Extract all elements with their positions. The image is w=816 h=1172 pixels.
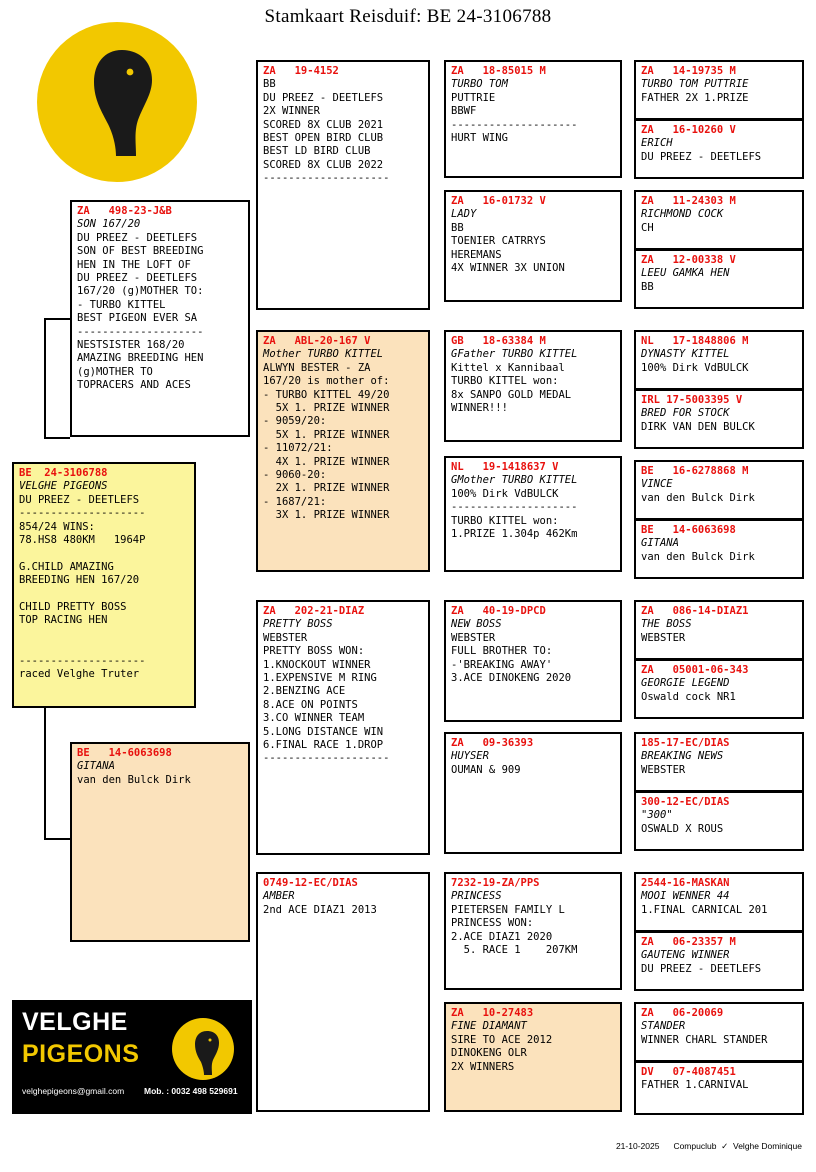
- card-dam2[interactable]: [70, 742, 250, 942]
- card-name: BRED FOR STOCK: [641, 407, 730, 420]
- card-line: DU PREEZ - DEETLEFS: [641, 962, 762, 975]
- card-line: WEBSTER: [641, 763, 686, 776]
- card-name: "300": [641, 809, 673, 822]
- card-line: 5X 1. PRIZE WINNER: [263, 428, 390, 441]
- card-line: BB: [641, 280, 654, 293]
- connector: [44, 318, 46, 438]
- card-id: 185-17-EC/DIAS: [641, 737, 730, 749]
- card-line: 2.ACE DIAZ1 2020: [451, 930, 553, 943]
- brand-email: velghepigeons@gmail.com: [22, 1086, 125, 1096]
- card-line: PRETTY BOSS WON:: [263, 645, 365, 658]
- card-line: HEREMANS: [451, 248, 502, 261]
- card-line: [19, 641, 189, 654]
- card-line: WEBSTER: [641, 631, 686, 644]
- card-b2[interactable]: [444, 600, 622, 722]
- card-ggp8[interactable]: [634, 519, 804, 579]
- card-line: TOP RACING HEN: [19, 614, 108, 627]
- card-line: - 1687/21:: [263, 495, 327, 508]
- card-name: GFather TURBO KITTEL: [451, 348, 578, 361]
- card-line: 167/20 (g)MOTHER TO:: [77, 285, 204, 298]
- card-line: SCORED 8X CLUB 2021: [263, 118, 384, 131]
- card-id: ZA 086-14-DIAZ1: [641, 605, 749, 617]
- card-line: 3.CO WINNER TEAM: [263, 712, 365, 725]
- card-b4[interactable]: [634, 659, 804, 719]
- card-line: --------------------: [263, 172, 390, 185]
- card-line: Oswald cock NR1: [641, 690, 736, 703]
- card-id: ZA 16-10260 V: [641, 124, 736, 136]
- footer: [607, 1131, 803, 1162]
- card-line: TURBO KITTEL won:: [451, 514, 559, 527]
- card-id: ZA 10-27483: [451, 1007, 534, 1019]
- brand-line2: PIGEONS: [22, 1040, 140, 1068]
- card-b6[interactable]: [634, 732, 804, 792]
- card-line: 5X 1. PRIZE WINNER: [263, 402, 390, 415]
- card-line: CHILD PRETTY BOSS: [19, 601, 127, 614]
- card-gp1[interactable]: [256, 60, 430, 310]
- card-line: [19, 588, 189, 601]
- card-line: - TURBO KITTEL: [77, 298, 166, 311]
- card-line: 2X WINNER: [263, 105, 320, 118]
- card-ggp1[interactable]: [634, 60, 804, 120]
- card-name: SON 167/20: [77, 218, 141, 231]
- card-name: BREAKING NEWS: [641, 750, 724, 763]
- card-ggp4[interactable]: [634, 249, 804, 309]
- card-line: 78.HS8 480KM 1964P: [19, 534, 146, 547]
- card-line: 1.PRIZE 1.304p 462Km: [451, 528, 578, 541]
- footer-date: 21-10-2025: [615, 1141, 660, 1151]
- card-id: ZA 40-19-DPCD: [451, 605, 546, 617]
- card-sire[interactable]: [70, 200, 250, 437]
- card-name: GMother TURBO KITTEL: [451, 474, 578, 487]
- card-name: GITANA: [77, 760, 115, 773]
- card-b5[interactable]: [444, 732, 622, 854]
- card-id: BE 16-6278868 M: [641, 465, 749, 477]
- card-name: NEW BOSS: [451, 618, 502, 631]
- card-name: FINE DIAMANT: [451, 1020, 527, 1033]
- card-name: MOOI WENNER 44: [641, 890, 730, 903]
- card-line: DINOKENG OLR: [451, 1047, 527, 1060]
- card-line: --------------------: [19, 654, 146, 667]
- card-id: BE 14-6063698: [77, 747, 172, 759]
- card-id: 300-12-EC/DIAS: [641, 796, 730, 808]
- connector: [44, 318, 70, 320]
- brand-mobile: Mob. : 0032 498 529691: [144, 1086, 238, 1096]
- card-line: 1.FINAL CARNICAL 201: [641, 903, 768, 916]
- card-line: BEST LD BIRD CLUB: [263, 145, 371, 158]
- card-line: PRINCESS WON:: [451, 917, 534, 930]
- card-dam[interactable]: [256, 330, 430, 572]
- card-name: VELGHE PIGEONS: [19, 480, 108, 493]
- card-name: PRETTY BOSS: [263, 618, 333, 631]
- card-b10[interactable]: [444, 1002, 622, 1112]
- card-id: NL 17-1848806 M: [641, 335, 749, 347]
- card-line: 5. RACE 1 207KM: [451, 944, 578, 957]
- card-line: 3.ACE DINOKENG 2020: [451, 672, 572, 685]
- pigeon-head-icon: [194, 1030, 220, 1076]
- card-line: FULL BROTHER TO:: [451, 645, 553, 658]
- card-line: 2X 1. PRIZE WINNER: [263, 482, 390, 495]
- card-id: ZA ABL-20-167 V: [263, 335, 371, 347]
- card-line: WINNER CHARL STANDER: [641, 1033, 768, 1046]
- card-name: LEEU GAMKA HEN: [641, 267, 730, 280]
- card-line: AMAZING BREEDING HEN: [77, 352, 204, 365]
- card-line: DU PREEZ - DEETLEFS: [77, 272, 198, 285]
- card-line: WEBSTER: [451, 631, 496, 644]
- card-line: van den Bulck Dirk: [641, 491, 755, 504]
- card-line: BB: [263, 78, 276, 91]
- card-line: 2X WINNERS: [451, 1060, 515, 1073]
- card-line: [19, 547, 189, 560]
- card-name: GEORGIE LEGEND: [641, 677, 730, 690]
- card-id: DV 07-4087451: [641, 1066, 736, 1078]
- card-line: --------------------: [77, 325, 204, 338]
- card-line: SIRE TO ACE 2012: [451, 1033, 553, 1046]
- card-line: DU PREEZ - DEETLEFS: [263, 91, 384, 104]
- card-id: 2544-16-MASKAN: [641, 877, 730, 889]
- card-line: 2nd ACE DIAZ1 2013: [263, 903, 377, 916]
- brand-line1: VELGHE: [22, 1008, 128, 1036]
- card-line: 5.LONG DISTANCE WIN: [263, 725, 384, 738]
- card-id: ZA 14-19735 M: [641, 65, 736, 77]
- card-line: 1.KNOCKOUT WINNER: [263, 658, 371, 671]
- card-line: --------------------: [19, 507, 146, 520]
- card-line: van den Bulck Dirk: [77, 773, 191, 786]
- card-name: LADY: [451, 208, 477, 221]
- card-id: ZA 19-4152: [263, 65, 339, 77]
- card-name: VINCE: [641, 478, 673, 491]
- card-name: ERICH: [641, 137, 673, 150]
- card-gp5[interactable]: [444, 456, 622, 572]
- card-b9[interactable]: [444, 872, 622, 990]
- card-line: 6.FINAL RACE 1.DROP: [263, 739, 384, 752]
- card-line: BEST OPEN BIRD CLUB: [263, 132, 384, 145]
- card-line: 8.ACE ON POINTS: [263, 698, 358, 711]
- card-ggp5[interactable]: [634, 330, 804, 390]
- card-id: ZA 06-20069: [641, 1007, 724, 1019]
- card-ggp6[interactable]: [634, 389, 804, 449]
- card-line: 1.EXPENSIVE M RING: [263, 672, 377, 685]
- card-b11[interactable]: [634, 872, 804, 932]
- card-name: AMBER: [263, 890, 295, 903]
- card-line: Kittel x Kannibaal: [451, 361, 565, 374]
- card-line: 4X 1. PRIZE WINNER: [263, 455, 390, 468]
- card-id: BE 14-6063698: [641, 524, 736, 536]
- card-id: IRL 17-5003395 V: [641, 394, 743, 406]
- card-id: ZA 09-36393: [451, 737, 534, 749]
- card-b14[interactable]: [634, 1061, 804, 1115]
- card-line: BREEDING HEN 167/20: [19, 574, 140, 587]
- card-line: SCORED 8X CLUB 2022: [263, 158, 384, 171]
- card-line: - 9060-20:: [263, 469, 327, 482]
- card-gp2[interactable]: [444, 60, 622, 178]
- footer-credit: Compuclub ✓ Velghe Dominique: [673, 1141, 802, 1151]
- brand-banner: [12, 1000, 252, 1114]
- card-subject[interactable]: [12, 462, 196, 708]
- card-line: FATHER 2X 1.PRIZE: [641, 91, 749, 104]
- card-line: 8x SANPO GOLD MEDAL: [451, 388, 572, 401]
- card-line: CH: [641, 221, 654, 234]
- card-line: - TURBO KITTEL 49/20: [263, 388, 390, 401]
- card-line: 100% Dirk VdBULCK: [451, 487, 559, 500]
- card-line: 2.BENZING ACE: [263, 685, 346, 698]
- card-line: BB: [451, 221, 464, 234]
- card-name: Mother TURBO KITTEL: [263, 348, 384, 361]
- card-line: WINNER!!!: [451, 402, 508, 415]
- card-line: 3X 1. PRIZE WINNER: [263, 509, 390, 522]
- card-line: DU PREEZ - DEETLEFS: [641, 150, 762, 163]
- card-line: TOPRACERS AND ACES: [77, 379, 191, 392]
- card-line: ALWYN BESTER - ZA: [263, 361, 371, 374]
- card-line: G.CHILD AMAZING: [19, 560, 114, 573]
- card-b7[interactable]: [634, 791, 804, 851]
- card-line: --------------------: [263, 752, 390, 765]
- card-name: GAUTENG WINNER: [641, 949, 730, 962]
- card-line: - 11072/21:: [263, 442, 333, 455]
- pigeon-head-icon: [92, 48, 154, 158]
- card-line: --------------------: [451, 118, 578, 131]
- card-id: ZA 16-01732 V: [451, 195, 546, 207]
- card-name: RICHMOND COCK: [641, 208, 724, 221]
- card-b3[interactable]: [634, 600, 804, 660]
- card-line: BEST PIGEON EVER SA: [77, 312, 198, 325]
- card-line: (g)MOTHER TO: [77, 365, 153, 378]
- card-name: TURBO TOM PUTTRIE: [641, 78, 749, 91]
- card-line: PUTTRIE: [451, 91, 496, 104]
- card-line: raced Velghe Truter: [19, 668, 140, 681]
- card-line: BBWF: [451, 105, 477, 118]
- card-line: --------------------: [451, 501, 578, 514]
- card-line: OSWALD X ROUS: [641, 822, 724, 835]
- card-b13[interactable]: [634, 1002, 804, 1062]
- card-line: van den Bulck Dirk: [641, 550, 755, 563]
- card-id: ZA 06-23357 M: [641, 936, 736, 948]
- card-line: [19, 628, 189, 641]
- card-id: ZA 202-21-DIAZ: [263, 605, 365, 617]
- card-b1[interactable]: [256, 600, 430, 855]
- card-line: 167/20 is mother of:: [263, 375, 390, 388]
- card-id: ZA 05001-06-343: [641, 664, 749, 676]
- card-id: 0749-12-EC/DIAS: [263, 877, 358, 889]
- card-b12[interactable]: [634, 931, 804, 991]
- card-id: GB 18-63384 M: [451, 335, 546, 347]
- card-id: NL 19-1418637 V: [451, 461, 559, 473]
- card-gp4[interactable]: [444, 330, 622, 442]
- card-line: NESTSISTER 168/20: [77, 339, 185, 352]
- card-line: 854/24 WINS:: [19, 520, 95, 533]
- card-line: - 9059/20:: [263, 415, 327, 428]
- card-line: FATHER 1.CARNIVAL: [641, 1079, 749, 1092]
- page-title: Stamkaart Reisduif: BE 24-3106788: [264, 6, 552, 27]
- card-line: OUMAN & 909: [451, 763, 521, 776]
- card-line: TOENIER CATRRYS: [451, 235, 546, 248]
- card-id: ZA 498-23-J&B: [77, 205, 172, 217]
- card-name: GITANA: [641, 537, 679, 550]
- card-ggp3[interactable]: [634, 190, 804, 250]
- card-line: 4X WINNER 3X UNION: [451, 262, 565, 275]
- card-line: TURBO KITTEL won:: [451, 375, 559, 388]
- card-line: -'BREAKING AWAY': [451, 658, 553, 671]
- card-id: ZA 18-85015 M: [451, 65, 546, 77]
- card-line: DU PREEZ - DEETLEFS: [77, 231, 198, 244]
- card-ggp2[interactable]: [634, 119, 804, 179]
- card-name: DYNASTY KITTEL: [641, 348, 730, 361]
- card-id: BE 24-3106788: [19, 467, 108, 479]
- card-b8[interactable]: [256, 872, 430, 1112]
- card-line: WEBSTER: [263, 631, 308, 644]
- card-name: PRINCESS: [451, 890, 502, 903]
- card-line: DU PREEZ - DEETLEFS: [19, 493, 140, 506]
- connector: [44, 437, 70, 439]
- card-ggp7[interactable]: [634, 460, 804, 520]
- card-id: 7232-19-ZA/PPS: [451, 877, 540, 889]
- card-id: ZA 12-00338 V: [641, 254, 736, 266]
- card-line: DIRK VAN DEN BULCK: [641, 420, 755, 433]
- card-line: HEN IN THE LOFT OF: [77, 258, 191, 271]
- connector: [44, 838, 70, 840]
- card-line: 100% Dirk VdBULCK: [641, 361, 749, 374]
- card-line: SON OF BEST BREEDING: [77, 245, 204, 258]
- card-name: STANDER: [641, 1020, 686, 1033]
- card-name: TURBO TOM: [451, 78, 508, 91]
- card-name: HUYSER: [451, 750, 489, 763]
- card-line: HURT WING: [451, 132, 508, 145]
- card-line: PIETERSEN FAMILY L: [451, 903, 565, 916]
- card-id: ZA 11-24303 M: [641, 195, 736, 207]
- card-name: THE BOSS: [641, 618, 692, 631]
- card-gp3[interactable]: [444, 190, 622, 302]
